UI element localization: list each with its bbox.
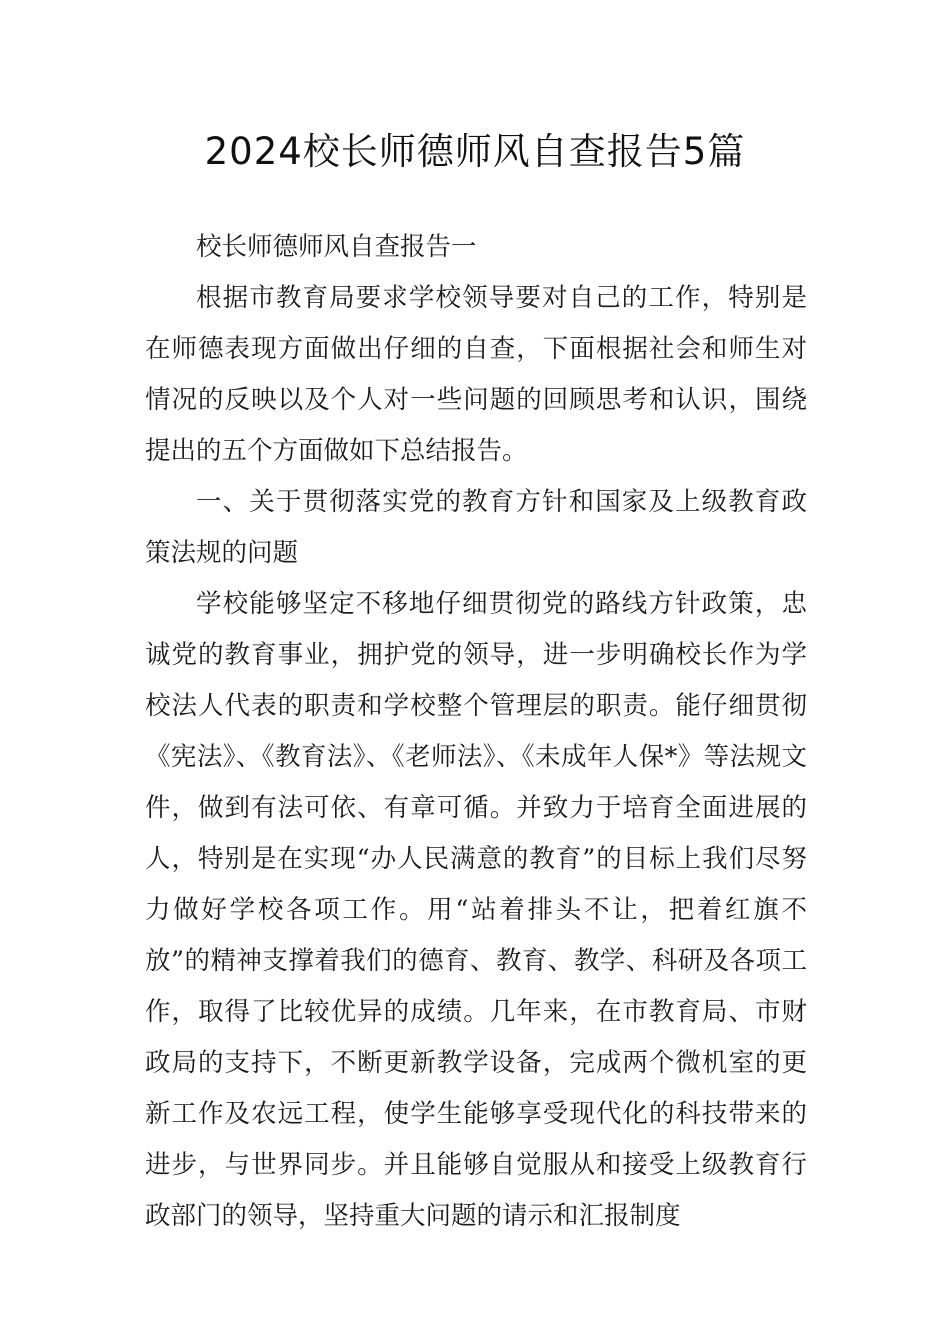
document-title: 2024校长师德师风自查报告5篇	[204, 130, 746, 173]
document-body	[145, 222, 807, 1242]
section-title: 校长师德师风自查报告一	[196, 232, 477, 262]
paragraph-heading-one: 一、关于贯彻落实党的教育方针和国家及上级教育政策法规的问题	[145, 487, 807, 568]
paragraph-intro: 根据市教育局要求学校领导要对自己的工作，特别是在师德表现方面做出仔细的自查，下面根据社会和师生对情况的反映以及个人对一些问题的回顾思考和认识，围绕提出的五个方面做如下总结报告。	[145, 283, 807, 466]
paragraph-body: 学校能够坚定不移地仔细贯彻党的路线方针政策，忠诚党的教育事业，拥护党的领导，进一步明确校长作为学校法人代表的职责和学校整个管理层的职责。能仔细贯彻《宪法》、《教育法》、《老师法》、《未成年人保*》等法规文件，做到有法可依、有章可循。并致力于培育全面进展的人，特别是在实现“办人民满意的教育”的目标上我们尽努力做好学校各项工作。用“站着排头不让，把着红旗不放”的精神支撑着我们的德育、教育、教学、科研及各项工作，取得了比较优异的成绩。几年来，在市教育局、市财政局的支持下，不断更新教学设备，完成两个微机室的更新工作及农远工程，使学生能够享受现代化的科技带来的进步，与世界同步。并且能够自觉服从和接受上级教育行政部门的领导，坚持重大问题的请示和汇报制度	[145, 589, 807, 1231]
